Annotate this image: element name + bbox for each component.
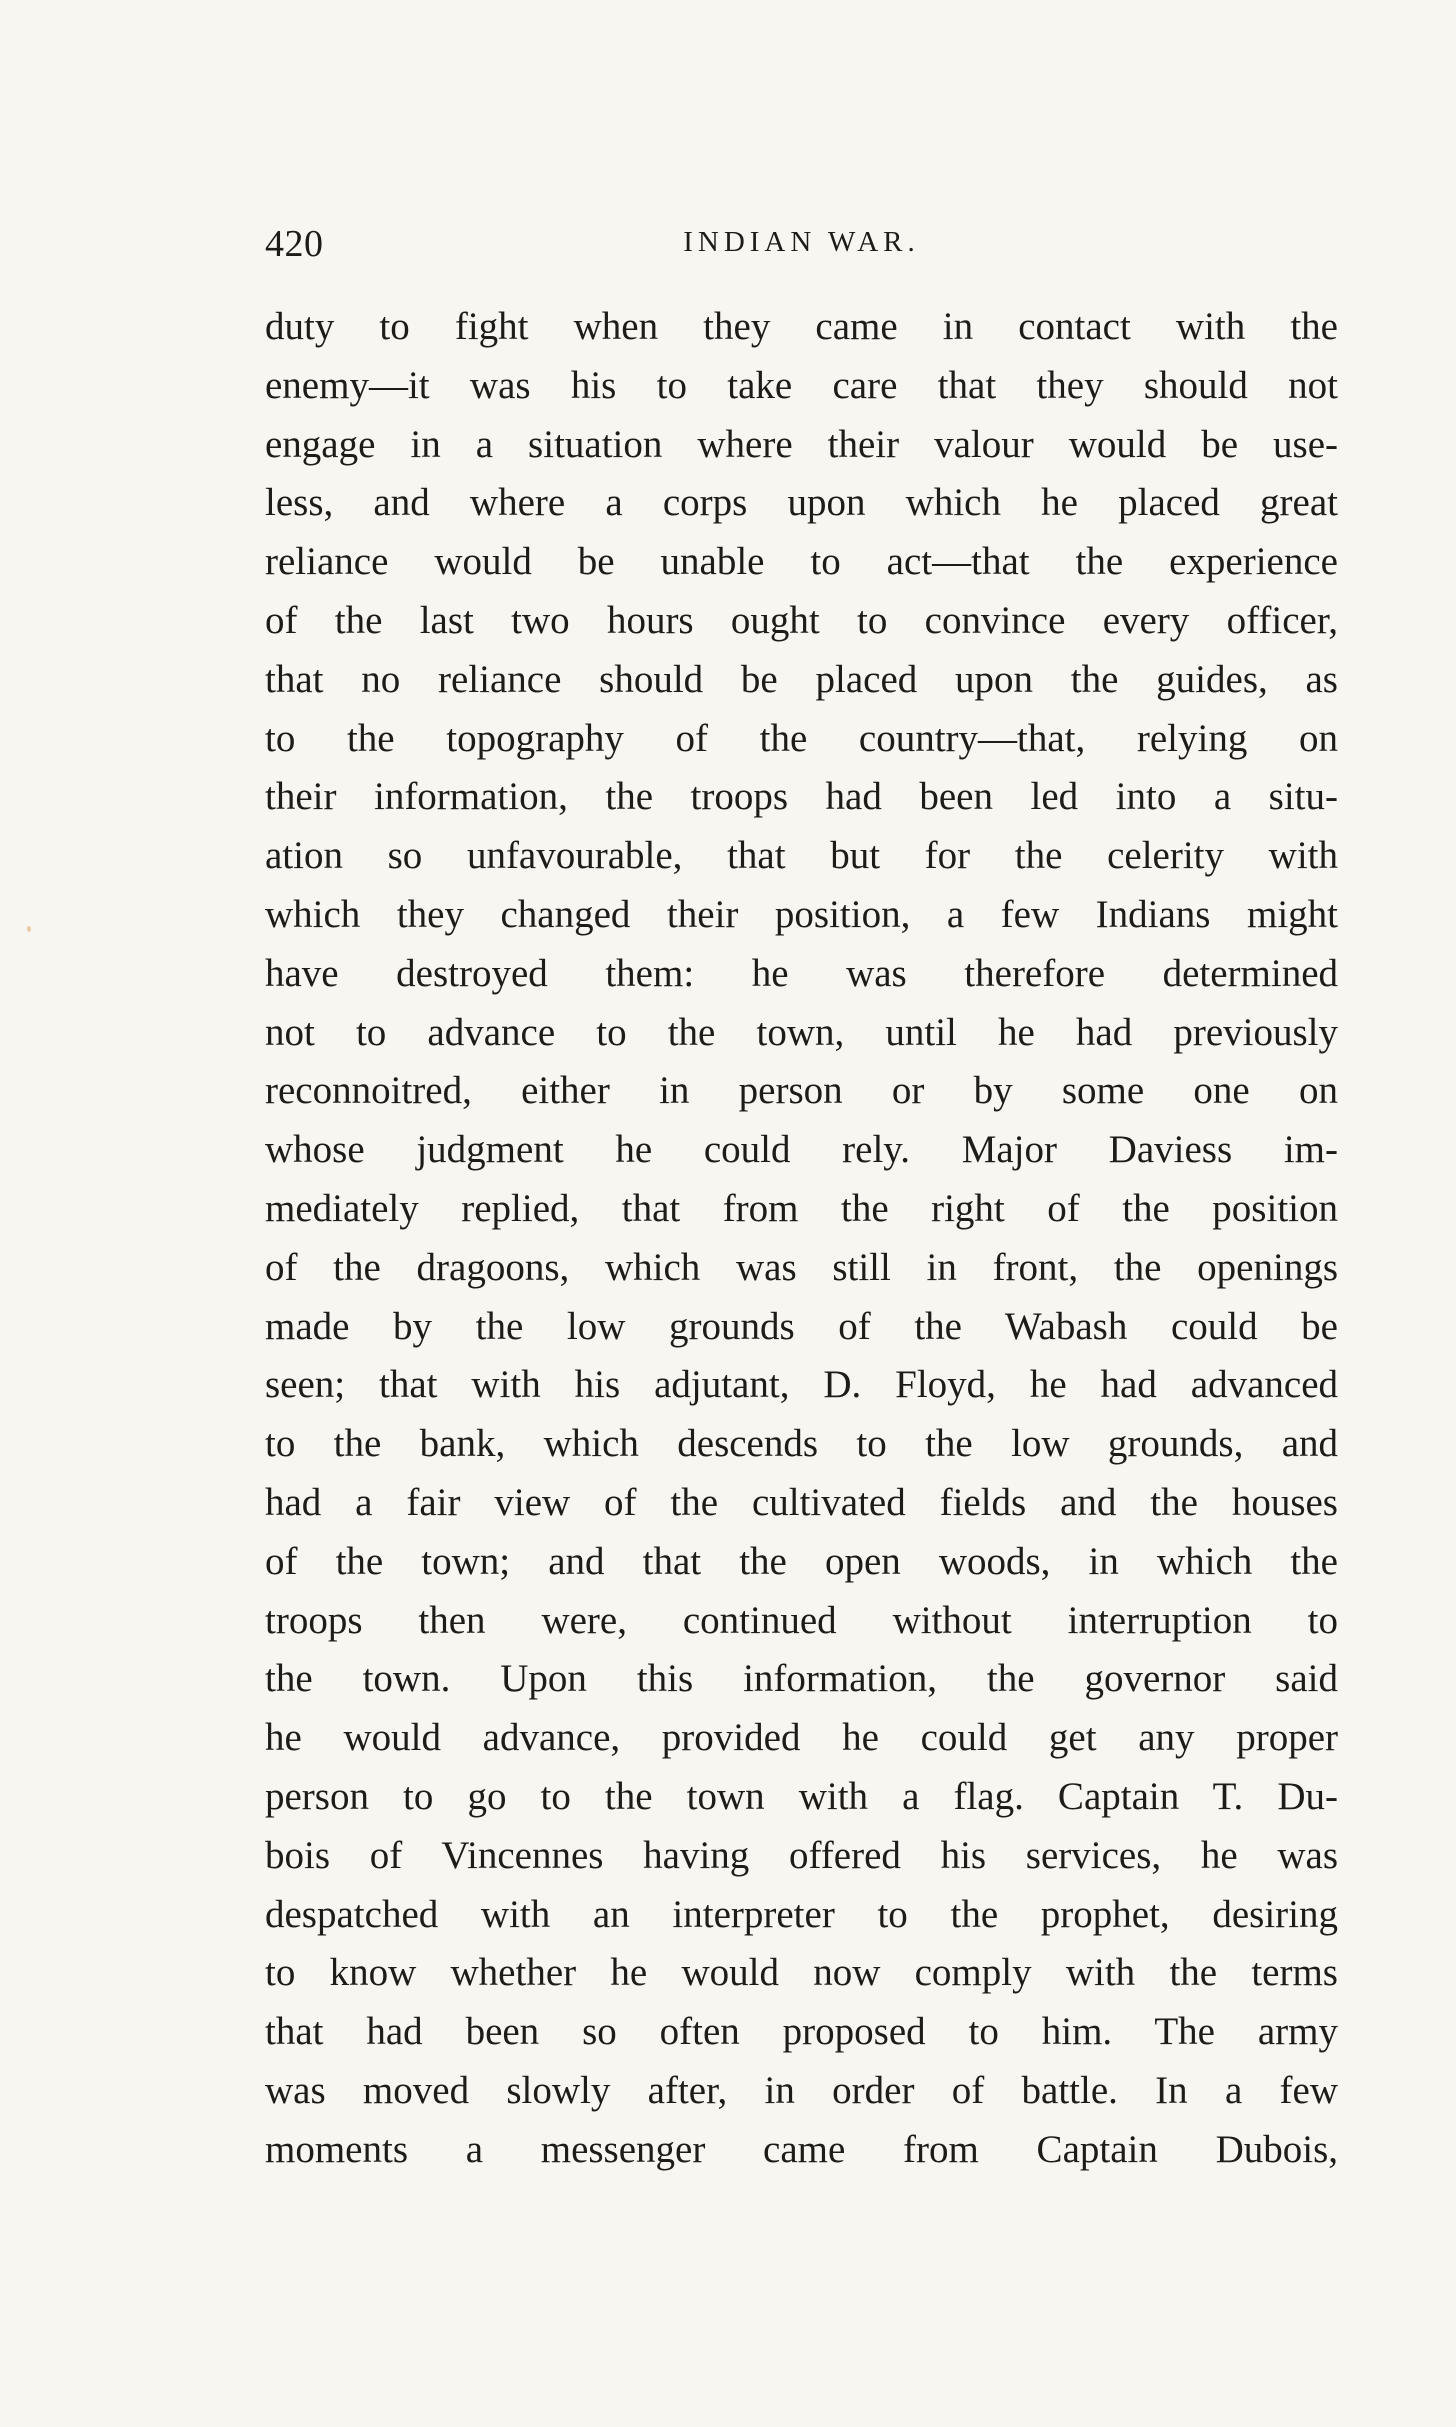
text-line: that had been so often proposed to him. The army [265,2010,1338,2054]
text-line: have destroyed them: he was therefore determined [265,951,1338,995]
text-line: enemy—it was his to take care that they should not [265,363,1338,407]
paper-speck [27,926,31,932]
text-line: of the last two hours ought to convince every officer, [265,598,1338,642]
text-line: duty to fight when they came in contact with the [265,305,1338,348]
text-line: the town. Upon this information, the governor said [265,1657,1338,1701]
text-line: of the town; and that the open woods, in which the [265,1539,1338,1583]
body-text [265,298,1338,2180]
text-line: that no reliance should be placed upon the guides, as [265,657,1338,701]
text-line: not to advance to the town, until he had previously [265,1010,1338,1054]
running-head [265,222,1338,282]
text-line: whose judgment he could rely. Major Daviess im- [265,1128,1338,1172]
page-number: 420 [265,223,324,265]
text-line: person to go to the town with a flag. Captain T. Du- [265,1774,1338,1818]
text-line: ation so unfavourable, that but for the celerity with [265,834,1338,878]
text-line: to the bank, which descends to the low grounds, and [265,1422,1338,1466]
text-line: he would advance, provided he could get any proper [265,1716,1338,1760]
text-line: moments a messenger came from Captain Dubois, [265,2127,1338,2171]
text-line: to the topography of the country—that, relying on [265,716,1338,760]
text-line: reliance would be unable to act—that the experience [265,540,1338,584]
text-line: seen; that with his adjutant, D. Floyd, he had advanced [265,1363,1338,1407]
text-line: despatched with an interpreter to the prophet, desiring [265,1892,1338,1936]
text-line: mediately replied, that from the right of the position [265,1186,1338,1230]
text-line: bois of Vincennes having offered his services, he was [265,1833,1338,1877]
text-line: was moved slowly after, in order of battle. In a few [265,2068,1338,2112]
text-line: to know whether he would now comply with the terms [265,1951,1338,1995]
text-line: had a fair view of the cultivated fields and the houses [265,1480,1338,1524]
running-title: INDIAN WAR. [683,226,920,258]
text-line: which they changed their position, a few Indians might [265,892,1338,936]
text-line: less, and where a corps upon which he placed great [265,481,1338,525]
text-line: engage in a situation where their valour would be use- [265,422,1338,466]
text-line: of the dragoons, which was still in front, the openings [265,1245,1338,1289]
text-line: troops then were, continued without interruption to [265,1598,1338,1642]
text-line: made by the low grounds of the Wabash could be [265,1304,1338,1348]
text-line: their information, the troops had been led into a situ- [265,775,1338,819]
text-line: reconnoitred, either in person or by some one on [265,1069,1338,1113]
